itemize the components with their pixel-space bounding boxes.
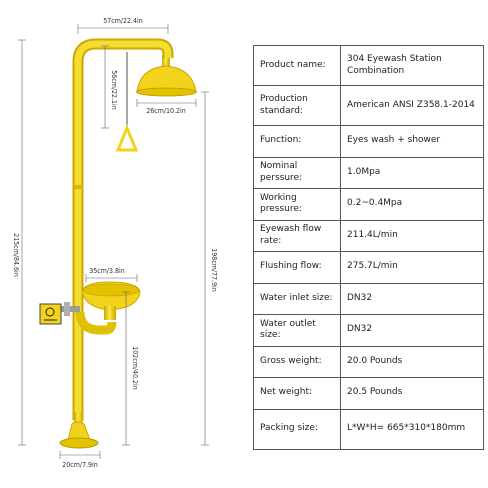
dim-shower-head: 26cm/10.2in — [146, 107, 186, 115]
shower-head — [137, 55, 197, 96]
spec-label: Gross weight: — [254, 346, 341, 378]
spec-label: Flushing flow: — [254, 252, 341, 284]
spec-label: Eyewash flow rate: — [254, 220, 341, 252]
spec-value: 20.5 Pounds — [341, 378, 484, 410]
spec-label: Net weight: — [254, 378, 341, 410]
pull-handle — [118, 52, 136, 150]
dim-pipe-height: 198cm/77.9in — [210, 248, 218, 292]
spec-row-production-standard — [254, 86, 484, 126]
spec-row-working-pressure — [254, 189, 484, 221]
dim-bowl: 35cm/3.8in — [89, 267, 125, 275]
spec-value: 211.4L/min — [341, 220, 484, 252]
main-pipe — [74, 44, 168, 420]
dim-pull-rod: 56cm/22.1in — [110, 70, 118, 110]
spec-value: American ANSI Z358.1-2014 — [341, 86, 484, 126]
dim-total-height: 215cm/84.6in — [12, 233, 20, 277]
spec-row-product-name — [254, 46, 484, 86]
dim-base: 20cm/7.9in — [62, 461, 98, 469]
spec-value: DN32 — [341, 315, 484, 347]
spec-value: 304 Eyewash Station Combination — [341, 46, 484, 86]
spec-row-eyewash-flow-rate — [254, 220, 484, 252]
spec-label: Water outlet size: — [254, 315, 341, 347]
spec-value: 0.2~0.4Mpa — [341, 189, 484, 221]
spec-value: DN32 — [341, 283, 484, 315]
spec-label: Function: — [254, 126, 341, 158]
spec-value: Eyes wash + shower — [341, 126, 484, 158]
spec-label: Product name: — [254, 46, 341, 86]
spec-value: 275.7L/min — [341, 252, 484, 284]
base — [60, 412, 98, 448]
spec-value: 20.0 Pounds — [341, 346, 484, 378]
spec-label: Production standard: — [254, 86, 341, 126]
dim-bowl-height: 102cm/40.2in — [131, 346, 139, 390]
spec-value: L*W*H= 665*310*180mm — [341, 409, 484, 449]
spec-label: Working pressure: — [254, 189, 341, 221]
spec-table — [253, 45, 484, 450]
spec-row-flushing-flow — [254, 252, 484, 284]
spec-row-water-inlet-size — [254, 283, 484, 315]
eyewash-bowl — [80, 282, 140, 330]
spec-label: Water inlet size: — [254, 283, 341, 315]
spec-row-water-outlet-size — [254, 315, 484, 347]
spec-value: 1.0Mpa — [341, 157, 484, 189]
spec-row-nominal-pressure — [254, 157, 484, 189]
spec-row-gross-weight — [254, 346, 484, 378]
spec-label: Nominal perssure: — [254, 157, 341, 189]
spec-row-packing-size — [254, 409, 484, 449]
spec-row-net-weight — [254, 378, 484, 410]
spec-row-function — [254, 126, 484, 158]
dim-top-width: 57cm/22.4in — [103, 17, 143, 25]
spec-label: Packing size: — [254, 409, 341, 449]
